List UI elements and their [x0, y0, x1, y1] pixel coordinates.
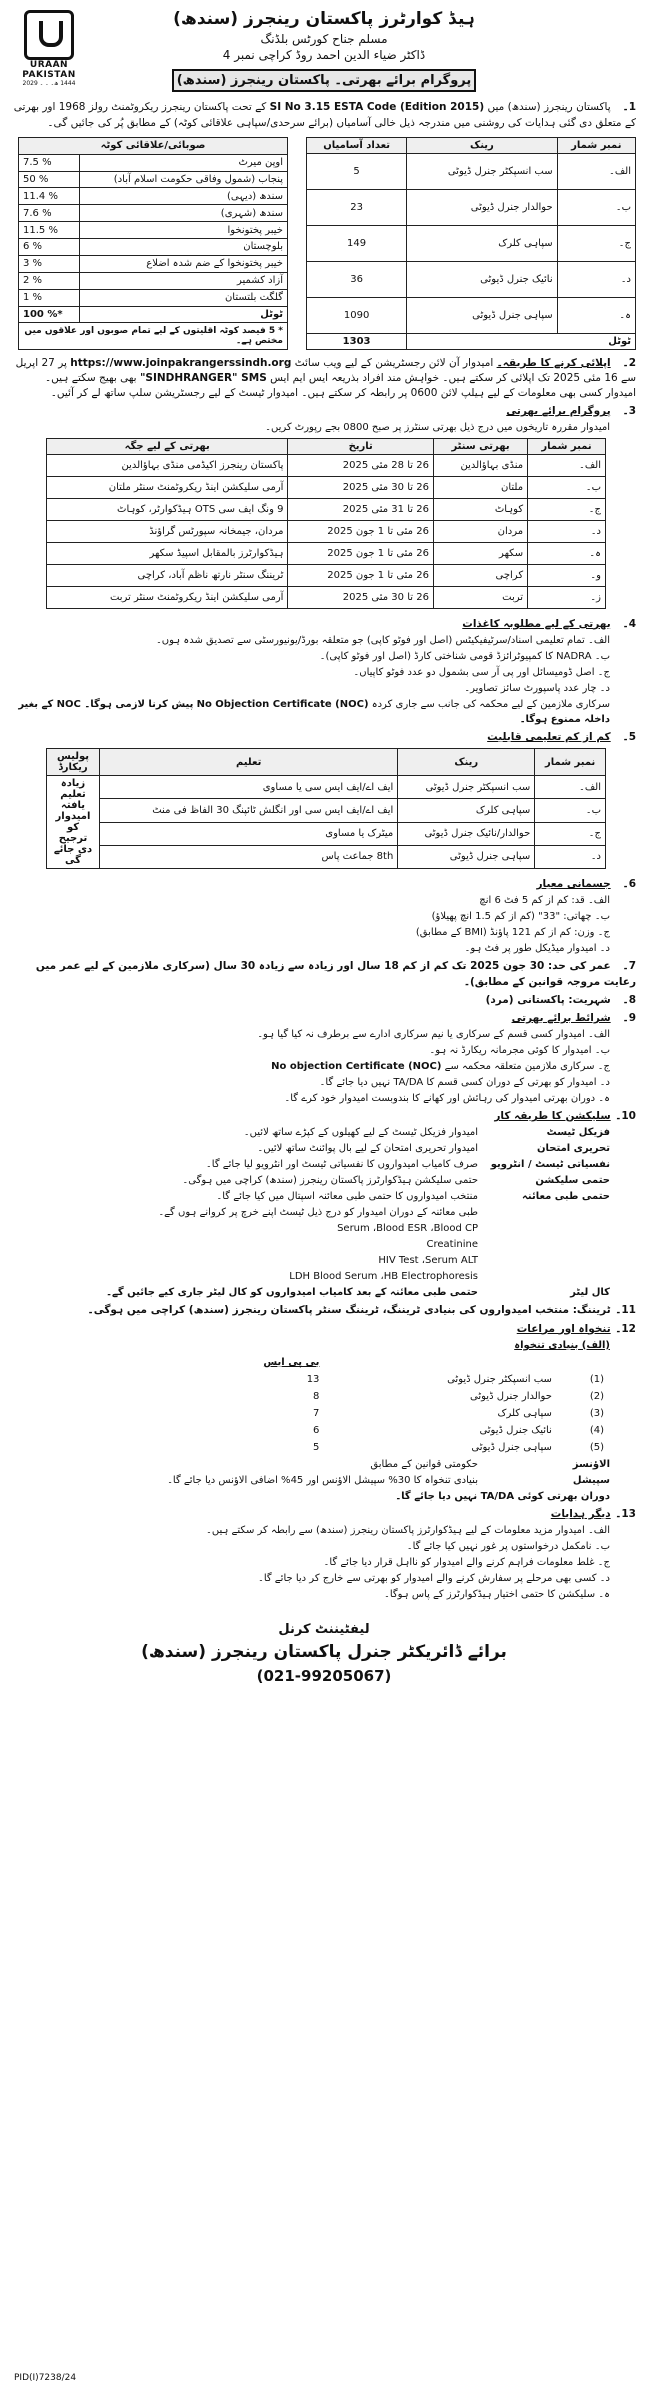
section-4 [12, 617, 636, 727]
section-5 [12, 730, 636, 745]
table-cell: آرمی سلیکشن اینڈ ریکروٹمنٹ سنٹر تربت [47, 586, 288, 608]
table-row [19, 205, 288, 222]
table-cell: سپاہی کلرک [407, 225, 557, 261]
pay-table [190, 1354, 610, 1456]
vacancy-block [12, 137, 636, 350]
table-header: بھرتی کے لیے جگہ [47, 438, 288, 454]
table-row [19, 171, 288, 188]
total-value: 100 %* [19, 306, 80, 323]
table-cell: 6 [313, 1424, 320, 1436]
quota-percent: 7.6 % [19, 205, 80, 222]
quota-percent: 50 % [19, 171, 80, 188]
list-item [12, 1059, 610, 1074]
list-item [12, 697, 610, 727]
table-header-row [19, 137, 288, 154]
section-9 [12, 1011, 636, 1106]
list-item: ج۔ وزن: کم از کم 121 پاؤنڈ (BMI کے مطابق) [415, 927, 610, 939]
table-cell: مردان، جیمخانہ سپورٹس گراؤنڈ [47, 520, 288, 542]
selection-detail: امیدوار فزیکل ٹیسٹ کے لیے کھیلوں کے کپڑے ساتھ لائیں۔ [243, 1127, 478, 1139]
table-header: تعلیم [100, 749, 398, 776]
section-number: 11۔ [615, 1304, 636, 1317]
table-cell: 5 [307, 153, 407, 189]
table-row [19, 239, 288, 256]
quota-region: آزاد کشمیر [79, 272, 287, 289]
list-item: د۔ کسی بھی مرحلے پر سفارش کرنے والے امیدوار کو بھرتی سے خارج کر دیا جائے گا۔ [257, 1573, 610, 1585]
section-11 [12, 1303, 636, 1318]
signature-block [12, 1620, 636, 1688]
quota-region: خیبر پختونخوا [79, 222, 287, 239]
quota-region: اوپن میرٹ [79, 154, 287, 171]
section-2-text-b: پر 27 اپریل سے 16 مئی 2025 تک اپلائی کر سکتے ہیں۔ خواہش مند افراد بذریعہ ایس ایم ایس [15, 356, 636, 384]
documents-list [12, 633, 636, 727]
quota-region: گلگت بلتستان [79, 289, 287, 306]
section-1 [12, 100, 636, 130]
quota-region: پنجاب (شمول وفاقی حکومت اسلام آباد) [79, 171, 287, 188]
pay-subtitle: (الف) بنیادی تنخواہ [514, 1339, 610, 1351]
table-row [307, 225, 636, 261]
table-row [307, 189, 636, 225]
table-row [47, 586, 606, 608]
selection-step: تحریری امتحان [536, 1143, 610, 1155]
table-cell: د۔ [535, 845, 606, 868]
list-item [12, 1457, 610, 1472]
table-row [47, 520, 606, 542]
table-row [190, 1422, 610, 1439]
list-item: د۔ چار عدد پاسپورٹ سائز تصاویر۔ [464, 682, 610, 694]
lab-note: طبی معائنہ کے دوران امیدوار کو درج ذیل ٹیسٹ اپنے خرچ پر کروانے ہوں گے۔ [158, 1207, 478, 1219]
table-cell: سکھر [433, 542, 527, 564]
sms-keyword: "SINDHRANGER" SMS [139, 371, 267, 384]
section-8 [12, 993, 636, 1008]
section-number: 4۔ [622, 617, 636, 630]
selection-detail: صرف کامیاب امیدواروں کا نفسیاتی ٹیسٹ اور انٹرویو لیا جائے گا۔ [205, 1159, 478, 1171]
quota-region: سندھ (شہری) [79, 205, 287, 222]
table-cell: حوالدار جنرل ڈیوٹی [407, 189, 557, 225]
quota-region: خیبر پختونخوا کے ضم شدہ اضلاع [79, 255, 287, 272]
allowance-text: حکومتی قوانین کے مطابق [370, 1458, 478, 1470]
table-header: بھرتی سنٹر [433, 438, 527, 454]
selection-list [12, 1125, 636, 1300]
table-cell: (4) [589, 1424, 604, 1436]
table-row [47, 776, 606, 799]
noc-text: سرکاری ملازمین کے لیے محکمہ کی جانب سے جاری کردہ [371, 698, 610, 710]
table-cell: (5) [589, 1441, 604, 1453]
table-cell: ج۔ [528, 498, 606, 520]
table-cell: کراچی [433, 564, 527, 586]
table-header: نمبر شمار [535, 749, 606, 776]
table-cell: ایف اے/ایف ایس سی اور انگلش ٹائپنگ 30 الفاظ فی منٹ [100, 799, 398, 822]
table-row [307, 153, 636, 189]
table-cell: تربت [433, 586, 527, 608]
table-header: رینک [398, 749, 535, 776]
table-cell: 7 [313, 1407, 320, 1419]
table-cell: 26 مئی تا 1 جون 2025 [288, 542, 434, 564]
table-row [47, 498, 606, 520]
list-item: ج۔ اصل ڈومیسائل اور پی آر سی بشمول دو عدد فوٹو کاپیاں۔ [353, 666, 610, 678]
section-number: 13۔ [615, 1507, 636, 1520]
selection-step: حتمی طبی معائنہ [522, 1191, 610, 1203]
table-row [47, 845, 606, 868]
schedule-table [46, 438, 606, 609]
selection-detail: حتمی سلیکشن ہیڈکوارٹرز پاکستان رینجرز (سندھ) کراچی میں ہوگی۔ [182, 1175, 478, 1187]
logo-subtext: 1444 ھ۔ ۔ ۔ 2029 [22, 80, 76, 87]
table-header-row [47, 438, 606, 454]
noc-text: ج۔ سرکاری ملازمین متعلقہ محکمہ سے [444, 1061, 610, 1073]
table-cell: 26 مئی تا 1 جون 2025 [288, 520, 434, 542]
total-row [307, 333, 636, 349]
quota-percent: 11.5 % [19, 222, 80, 239]
table-row [190, 1405, 610, 1422]
table-cell: مردان [433, 520, 527, 542]
list-item [12, 1473, 610, 1488]
total-value: 1303 [307, 333, 407, 349]
quota-percent: 1 % [19, 289, 80, 306]
table-cell: (3) [589, 1407, 604, 1419]
table-cell: سپاہی کلرک [497, 1407, 552, 1419]
section-title: کم از کم تعلیمی قابلیت [487, 730, 611, 743]
table-header: نمبر شمار [557, 137, 635, 153]
section-number: 10۔ [615, 1110, 636, 1123]
uraan-pakistan-logo [20, 10, 78, 88]
special-label: سپیشل [572, 1474, 610, 1486]
selection-detail: منتخب امیدواروں کا حتمی طبی معائنہ اسپتال میں کیا جائے گا۔ [216, 1191, 478, 1203]
table-cell: 26 مئی تا 1 جون 2025 [288, 564, 434, 586]
table-row [190, 1371, 610, 1388]
logo-text: URAAN PAKISTAN [22, 60, 76, 80]
conditions-list [12, 1027, 636, 1106]
list-item [12, 1285, 610, 1300]
esta-code: SI No 3.15 ESTA Code (Edition 2015) [269, 101, 485, 114]
list-item: ہ۔ سلیکشن کا حتمی اختیار ہیڈکوارٹرز کے پاس ہوگا۔ [383, 1589, 610, 1601]
logo-emblem-icon [24, 10, 74, 60]
list-item: الف۔ امیدوار کسی قسم کے سرکاری یا نیم سرکاری ادارے سے برطرف نہ کیا گیا ہو۔ [257, 1029, 610, 1041]
section-number: 7۔ [622, 960, 636, 973]
org-address: ڈاکٹر ضیاء الدین احمد روڈ کراچی نمبر 4 [222, 48, 426, 63]
section-number: 8۔ [622, 993, 636, 1006]
table-header: رینک [407, 137, 557, 153]
list-item: د۔ امیدوار کو بھرتی کے دوران کسی قسم کا TA/DA نہیں دیا جائے گا۔ [319, 1077, 610, 1089]
quota-percent: 2 % [19, 272, 80, 289]
table-cell: سپاہی جنرل ڈیوٹی [471, 1441, 552, 1453]
training-text: ٹریننگ: منتخب امیدواروں کی بنیادی ٹریننگ، ٹریننگ سنٹر پاکستان رینجرز (سندھ) کراچی میں ہوگی۔ [87, 1304, 611, 1317]
table-cell: ایف اے/ایف ایس سی یا مساوی [100, 776, 398, 799]
list-item [12, 1189, 610, 1204]
list-item: ب۔ نامکمل درخواستوں پر غور نہیں کیا جائے گا۔ [406, 1541, 610, 1553]
selection-detail: امیدوار تحریری امتحان کے لیے بال پوائنٹ ساتھ لائیں۔ [257, 1143, 478, 1155]
list-item [12, 1173, 610, 1188]
table-cell: الف۔ [528, 454, 606, 476]
table-row [47, 799, 606, 822]
table-cell: میٹرک یا مساوی [100, 822, 398, 845]
org-title: ہیڈ کوارٹرز پاکستان رینجرز (سندھ) [173, 9, 475, 29]
pid-number: PID(I)7238/24 [14, 2373, 77, 2383]
lab-tests-line: Serum ،Blood ESR ،Blood CP [337, 1223, 478, 1235]
list-item: ب۔ چھاتی: "33" (کم از کم 1.5 انچ پھیلاؤ) [431, 911, 610, 923]
section-number: 1۔ [622, 101, 636, 114]
education-side-note: زیادہ تعلیم یافتہ امیدوار کو ترجیح دی جائے گی [47, 776, 100, 869]
section-number: 12۔ [615, 1322, 636, 1335]
table-cell: 26 تا 28 مئی 2025 [288, 454, 434, 476]
table-cell: ہیڈکوارٹرز بالمقابل اسپیڈ سکھر [47, 542, 288, 564]
lab-tests-line: LDH Blood Serum ،HB Electrophoresis [289, 1271, 478, 1283]
table-row [19, 272, 288, 289]
noc-label: No objection Certificate (NOC) [271, 1061, 442, 1073]
table-cell: پاکستان رینجرز اکیڈمی منڈی بہاؤالدین [47, 454, 288, 476]
list-item: ج۔ غلط معلومات فراہم کرنے والے امیدوار کو نااہل قرار دیا جائے گا۔ [323, 1557, 610, 1569]
table-cell: 26 تا 30 مئی 2025 [288, 586, 434, 608]
table-cell: نائیک جنرل ڈیوٹی [407, 261, 557, 297]
selection-step: فزیکل ٹیسٹ [546, 1127, 610, 1139]
section-1-text-a: پاکستان رینجرز (سندھ) میں [487, 101, 611, 114]
allowance-label: الاؤنسز [572, 1458, 610, 1470]
table-header: نمبر شمار [528, 438, 606, 454]
quota-percent: 11.4 % [19, 188, 80, 205]
table-cell: الف۔ [535, 776, 606, 799]
table-cell: حوالدار جنرل ڈیوٹی [470, 1390, 552, 1402]
table-cell: 9 ونگ ایف سی OTS ہیڈکوارٹر، کوہاٹ [47, 498, 288, 520]
table-cell: منڈی بہاؤالدین [433, 454, 527, 476]
table-cell: سپاہی کلرک [398, 799, 535, 822]
table-cell: حوالدار/نائیک جنرل ڈیوٹی [398, 822, 535, 845]
list-item: الف۔ امیدوار مزید معلومات کے لیے ہیڈکوارٹرز پاکستان رینجرز (سندھ) سے رابطہ کر سکتے ہیں۔ [206, 1525, 610, 1537]
lab-tests [12, 1205, 610, 1284]
section-number: 6۔ [622, 878, 636, 891]
table-header: تاریخ [288, 438, 434, 454]
table-cell: ملتان [433, 476, 527, 498]
table-cell: نائیک جنرل ڈیوٹی [479, 1424, 552, 1436]
table-row [47, 454, 606, 476]
section-number: 2۔ [622, 356, 636, 369]
quota-percent: 7.5 % [19, 154, 80, 171]
table-cell: (1) [589, 1373, 604, 1385]
list-item: ب۔ NADRA کا کمپیوٹرائزڈ قومی شناختی کارڈ (اصل اور فوٹو کاپی)۔ [319, 650, 610, 662]
section-2-text-a: امیدوار آن لائن رجسٹریشن کے لیے ویب سائٹ [294, 356, 494, 369]
quota-note: * 5 فیصد کوٹہ اقلیتوں کے لیے تمام صوبوں اور علاقوں میں مختص ہے۔ [19, 323, 288, 349]
table-cell: سپاہی جنرل ڈیوٹی [398, 845, 535, 868]
table-cell: 8th جماعت پاس [100, 845, 398, 868]
table-cell: (2) [589, 1390, 604, 1402]
section-title: پروگرام برائے بھرتی [506, 405, 611, 418]
table-cell: ج۔ [557, 225, 635, 261]
noc-end: پیش کرنا لازمی ہوگا۔ NOC کے بغیر داخلہ ممنوع ہوگا۔ [18, 698, 610, 725]
section-title: شرائط برائے بھرتی [511, 1011, 611, 1024]
section-7 [12, 959, 636, 989]
table-row [19, 255, 288, 272]
table-cell: 1090 [307, 297, 407, 333]
letterhead [12, 8, 636, 63]
table-cell: سب انسپکٹر جنرل ڈیوٹی [398, 776, 535, 799]
table-cell: سپاہی جنرل ڈیوٹی [407, 297, 557, 333]
pay-block [12, 1338, 636, 1504]
contact-phone: (021-99205067) [256, 1667, 392, 1686]
age-limit-text: عمر کی حد: 30 جون 2025 تک کم از کم 18 سال اور زیادہ سے زیادہ 30 سال (سرکاری ملازمین کے لیے عمر میں رعایت مروجہ قوانین کے مطابق)۔ [35, 960, 636, 988]
list-item: د۔ امیدوار میڈیکل طور پر فٹ ہو۔ [464, 943, 610, 955]
quota-percent: 3 % [19, 255, 80, 272]
table-row [47, 542, 606, 564]
table-header-row [47, 749, 606, 776]
table-row [190, 1388, 610, 1405]
total-row [19, 306, 288, 323]
table-cell: د۔ [528, 520, 606, 542]
special-text: بنیادی تنخواہ کا 30% سپیشل الاؤنس اور 45% اضافی الاؤنس دیا جائے گا۔ [167, 1474, 478, 1486]
table-row [190, 1439, 610, 1456]
registration-url[interactable]: https://www.joinpakrangerssindh.org [70, 356, 292, 369]
table-row [19, 154, 288, 171]
table-row [19, 323, 288, 349]
selection-step: نفسیاتی ٹیسٹ / انٹرویو [490, 1159, 610, 1171]
section-3-intro: امیدوار مقررہ تاریخوں میں درج ذیل بھرتی سنٹرز پر صبح 0800 بجے رپورٹ کریں۔ [265, 421, 610, 433]
table-header: تعداد آسامیاں [307, 137, 407, 153]
section-title: بھرتی کے لیے مطلوبہ کاغذات [462, 617, 611, 630]
table-row [307, 297, 636, 333]
table-header: پولیس ریکارڈ [47, 749, 100, 776]
quota-table [18, 137, 288, 350]
section-3 [12, 404, 636, 434]
table-cell: آرمی سلیکشن اینڈ ریکروٹمنٹ سنٹر ملتان [47, 476, 288, 498]
table-header-row [190, 1354, 610, 1371]
table-cell: کوہاٹ [433, 498, 527, 520]
section-title: جسمانی معیار [536, 878, 611, 891]
table-row [47, 822, 606, 845]
list-item: ب۔ امیدوار کا کوئی مجرمانہ ریکارڈ نہ ہو۔ [429, 1045, 610, 1057]
noc-label: No Objection Certificate (NOC) [196, 698, 369, 710]
section-number: 9۔ [622, 1011, 636, 1024]
section-13 [12, 1507, 636, 1602]
instructions-list [12, 1523, 636, 1602]
table-cell: 36 [307, 261, 407, 297]
table-cell: 8 [313, 1390, 320, 1402]
table-cell: ہ۔ [528, 542, 606, 564]
table-cell: ب۔ [535, 799, 606, 822]
section-title: دیگر ہدایات [550, 1507, 611, 1520]
section-title: اپلائی کرنے کا طریقہ۔ [496, 356, 611, 369]
list-item [12, 1157, 610, 1172]
selection-step: کال لیٹر [570, 1287, 610, 1299]
table-row [307, 261, 636, 297]
signatory-office: برائے ڈائریکٹر جنرل پاکستان رینجرز (سندھ) [141, 1641, 507, 1662]
list-item: الف۔ تمام تعلیمی اسناد/سرٹیفیکیٹس (اصل اور فوٹو کاپی) جو متعلقہ بورڈ/یونیورسٹی سے تصدیق شدہ ہوں۔ [155, 634, 610, 646]
selection-step: حتمی سلیکشن [535, 1175, 610, 1187]
quota-header: صوبائی/علاقائی کوٹہ [19, 137, 288, 154]
selection-detail: حتمی طبی معائنہ کے بعد کامیاب امیدواروں کو کال لیٹر جاری کیے جائیں گے۔ [106, 1287, 478, 1299]
section-1-text-b: کے تحت پاکستان رینجرز ریکروٹمنٹ رولز 1968 اور بھرتی کے متعلق دی گئی ہدایات کی روشنی میں مندرجہ ذیل خالی آسامیاں (برائے سرحدی/سپاہی علاقائی کوٹہ) کے مطابق پُر کی جائیں گی۔ [13, 101, 636, 129]
section-12 [12, 1322, 636, 1504]
section-2-text-c: بھی بھیج سکتے ہیں۔ امیدوار کسی بھی معلومات کے لیے ہیلپ لائن 0600 پر رابطہ کر سکتے ہیں۔ امیدوار ٹیسٹ کے لیے رجسٹریشن سلپ ساتھ لے کر آئیں۔ [44, 371, 636, 400]
table-cell: د۔ [557, 261, 635, 297]
program-banner: پروگرام برائے بھرتی۔ پاکستان رینجرز (سندھ) [172, 69, 476, 92]
table-cell: و۔ [528, 564, 606, 586]
table-row [47, 564, 606, 586]
table-row [19, 188, 288, 205]
total-label: ٹوٹل [407, 333, 636, 349]
education-table [46, 748, 606, 869]
quota-region: سندھ (دیہی) [79, 188, 287, 205]
lab-tests-line: HIV Test ،Serum ALT [378, 1255, 478, 1267]
total-label: ٹوٹل [79, 306, 287, 323]
table-row [19, 289, 288, 306]
section-2 [12, 356, 636, 402]
table-cell: 26 تا 31 مئی 2025 [288, 498, 434, 520]
table-cell: ہ۔ [557, 297, 635, 333]
signatory-rank: لیفٹیننٹ کرنل [278, 1622, 370, 1638]
table-cell: ٹریننگ سنٹر نارتھ ناظم آباد، کراچی [47, 564, 288, 586]
table-row [47, 476, 606, 498]
list-item [12, 1141, 610, 1156]
bps-header: بی پی ایس [263, 1356, 320, 1368]
table-cell: 23 [307, 189, 407, 225]
table-row [19, 222, 288, 239]
quota-region: بلوچستان [79, 239, 287, 256]
table-cell: 149 [307, 225, 407, 261]
section-10 [12, 1109, 636, 1300]
section-title: سلیکشن کا طریقہ کار [494, 1110, 611, 1123]
section-number: 5۔ [622, 730, 636, 743]
table-cell: ز۔ [528, 586, 606, 608]
list-item [12, 1125, 610, 1140]
section-6 [12, 877, 636, 956]
table-cell: 26 تا 30 مئی 2025 [288, 476, 434, 498]
table-cell: 13 [306, 1373, 320, 1385]
lab-tests-line: Creatinine [426, 1239, 478, 1251]
table-cell: ج۔ [535, 822, 606, 845]
table-cell: ب۔ [528, 476, 606, 498]
physical-standards-list [12, 893, 636, 956]
tada-text: دوران بھرتی کوئی TA/DA نہیں دیا جائے گا۔ [395, 1490, 610, 1502]
table-cell: سب انسپکٹر جنرل ڈیوٹی [447, 1373, 552, 1385]
list-item: الف۔ قد: کم از کم 5 فٹ 6 انچ [479, 895, 610, 907]
table-header-row [307, 137, 636, 153]
table-cell: الف۔ [557, 153, 635, 189]
nationality-text: شہریت: پاکستانی (مرد) [485, 993, 611, 1006]
quota-percent: 6 % [19, 239, 80, 256]
vacancy-table [306, 137, 636, 350]
list-item: ہ۔ دوران بھرتی امیدوار کی رہائش اور کھانے کا بندوبست امیدوار خود کرے گا۔ [284, 1093, 610, 1105]
table-cell: سب انسپکٹر جنرل ڈیوٹی [407, 153, 557, 189]
section-title: تنخواہ اور مراعات [516, 1322, 611, 1335]
table-cell: ب۔ [557, 189, 635, 225]
table-cell: 5 [313, 1441, 320, 1453]
section-number: 3۔ [622, 405, 636, 418]
org-building: مسلم جناح کورٹس بلڈنگ [260, 31, 388, 46]
